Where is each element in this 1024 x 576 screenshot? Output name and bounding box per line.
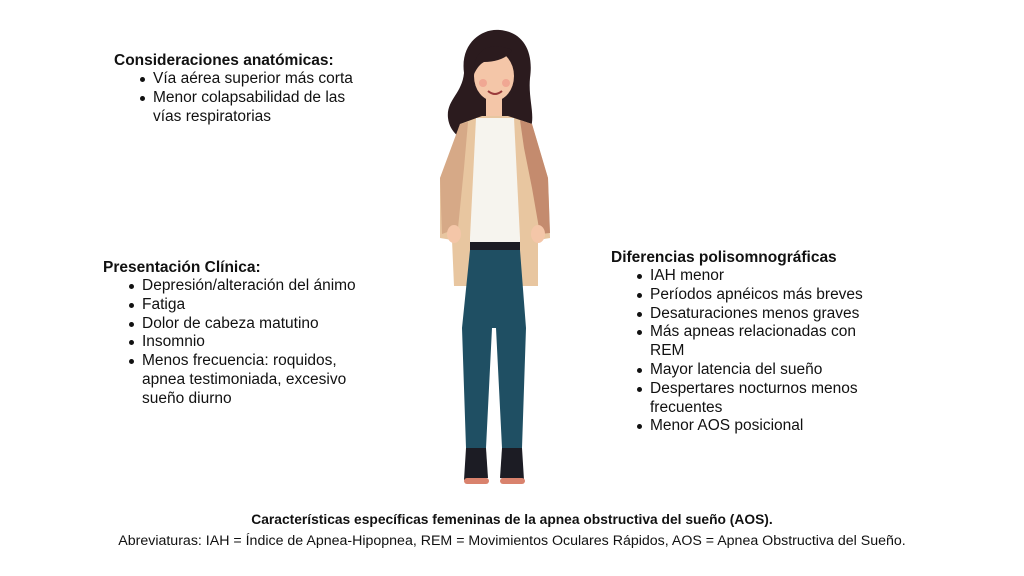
clinical-title: Presentación Clínica:: [103, 259, 261, 276]
figure-caption: Características específicas femeninas de la apnea obstructiva del sueño (AOS).: [251, 512, 773, 527]
list-item: Menor colapsabilidad de las vías respiratorias: [153, 89, 374, 127]
list-item: Despertares nocturnos menos frecuentes: [650, 380, 881, 418]
list-item: Insomnio: [142, 333, 383, 352]
clinical-presentation: [103, 258, 383, 409]
anatomic-considerations: [114, 51, 374, 126]
woman-standing-illustration: [420, 28, 570, 498]
list-item: Desaturaciones menos graves: [650, 305, 881, 324]
list-item: Más apneas relacionadas con REM: [650, 323, 881, 361]
list-item: Períodos apnéicos más breves: [650, 286, 881, 305]
list-item: Vía aérea superior más corta: [153, 70, 374, 89]
list-item: Dolor de cabeza matutino: [142, 315, 383, 334]
polysom-title: Diferencias polisomnográficas: [611, 249, 837, 266]
abbreviations-note: Abreviaturas: IAH = Índice de Apnea-Hipopnea, REM = Movimientos Oculares Rápidos, AOS = Apnea Obstructiva del Sueño.: [118, 533, 906, 549]
list-item: Depresión/alteración del ánimo: [142, 277, 383, 296]
list-item: Fatiga: [142, 296, 383, 315]
polysomnographic-differences: [611, 248, 881, 436]
polysom-list: [611, 267, 881, 436]
anatomic-title: Consideraciones anatómicas:: [114, 52, 334, 69]
list-item: Menor AOS posicional: [650, 417, 881, 436]
anatomic-list: [114, 70, 374, 126]
list-item: IAH menor: [650, 267, 881, 286]
clinical-list: [103, 277, 383, 409]
list-item: Menos frecuencia: roquidos, apnea testimoniada, excesivo sueño diurno: [142, 352, 383, 408]
list-item: Mayor latencia del sueño: [650, 361, 881, 380]
